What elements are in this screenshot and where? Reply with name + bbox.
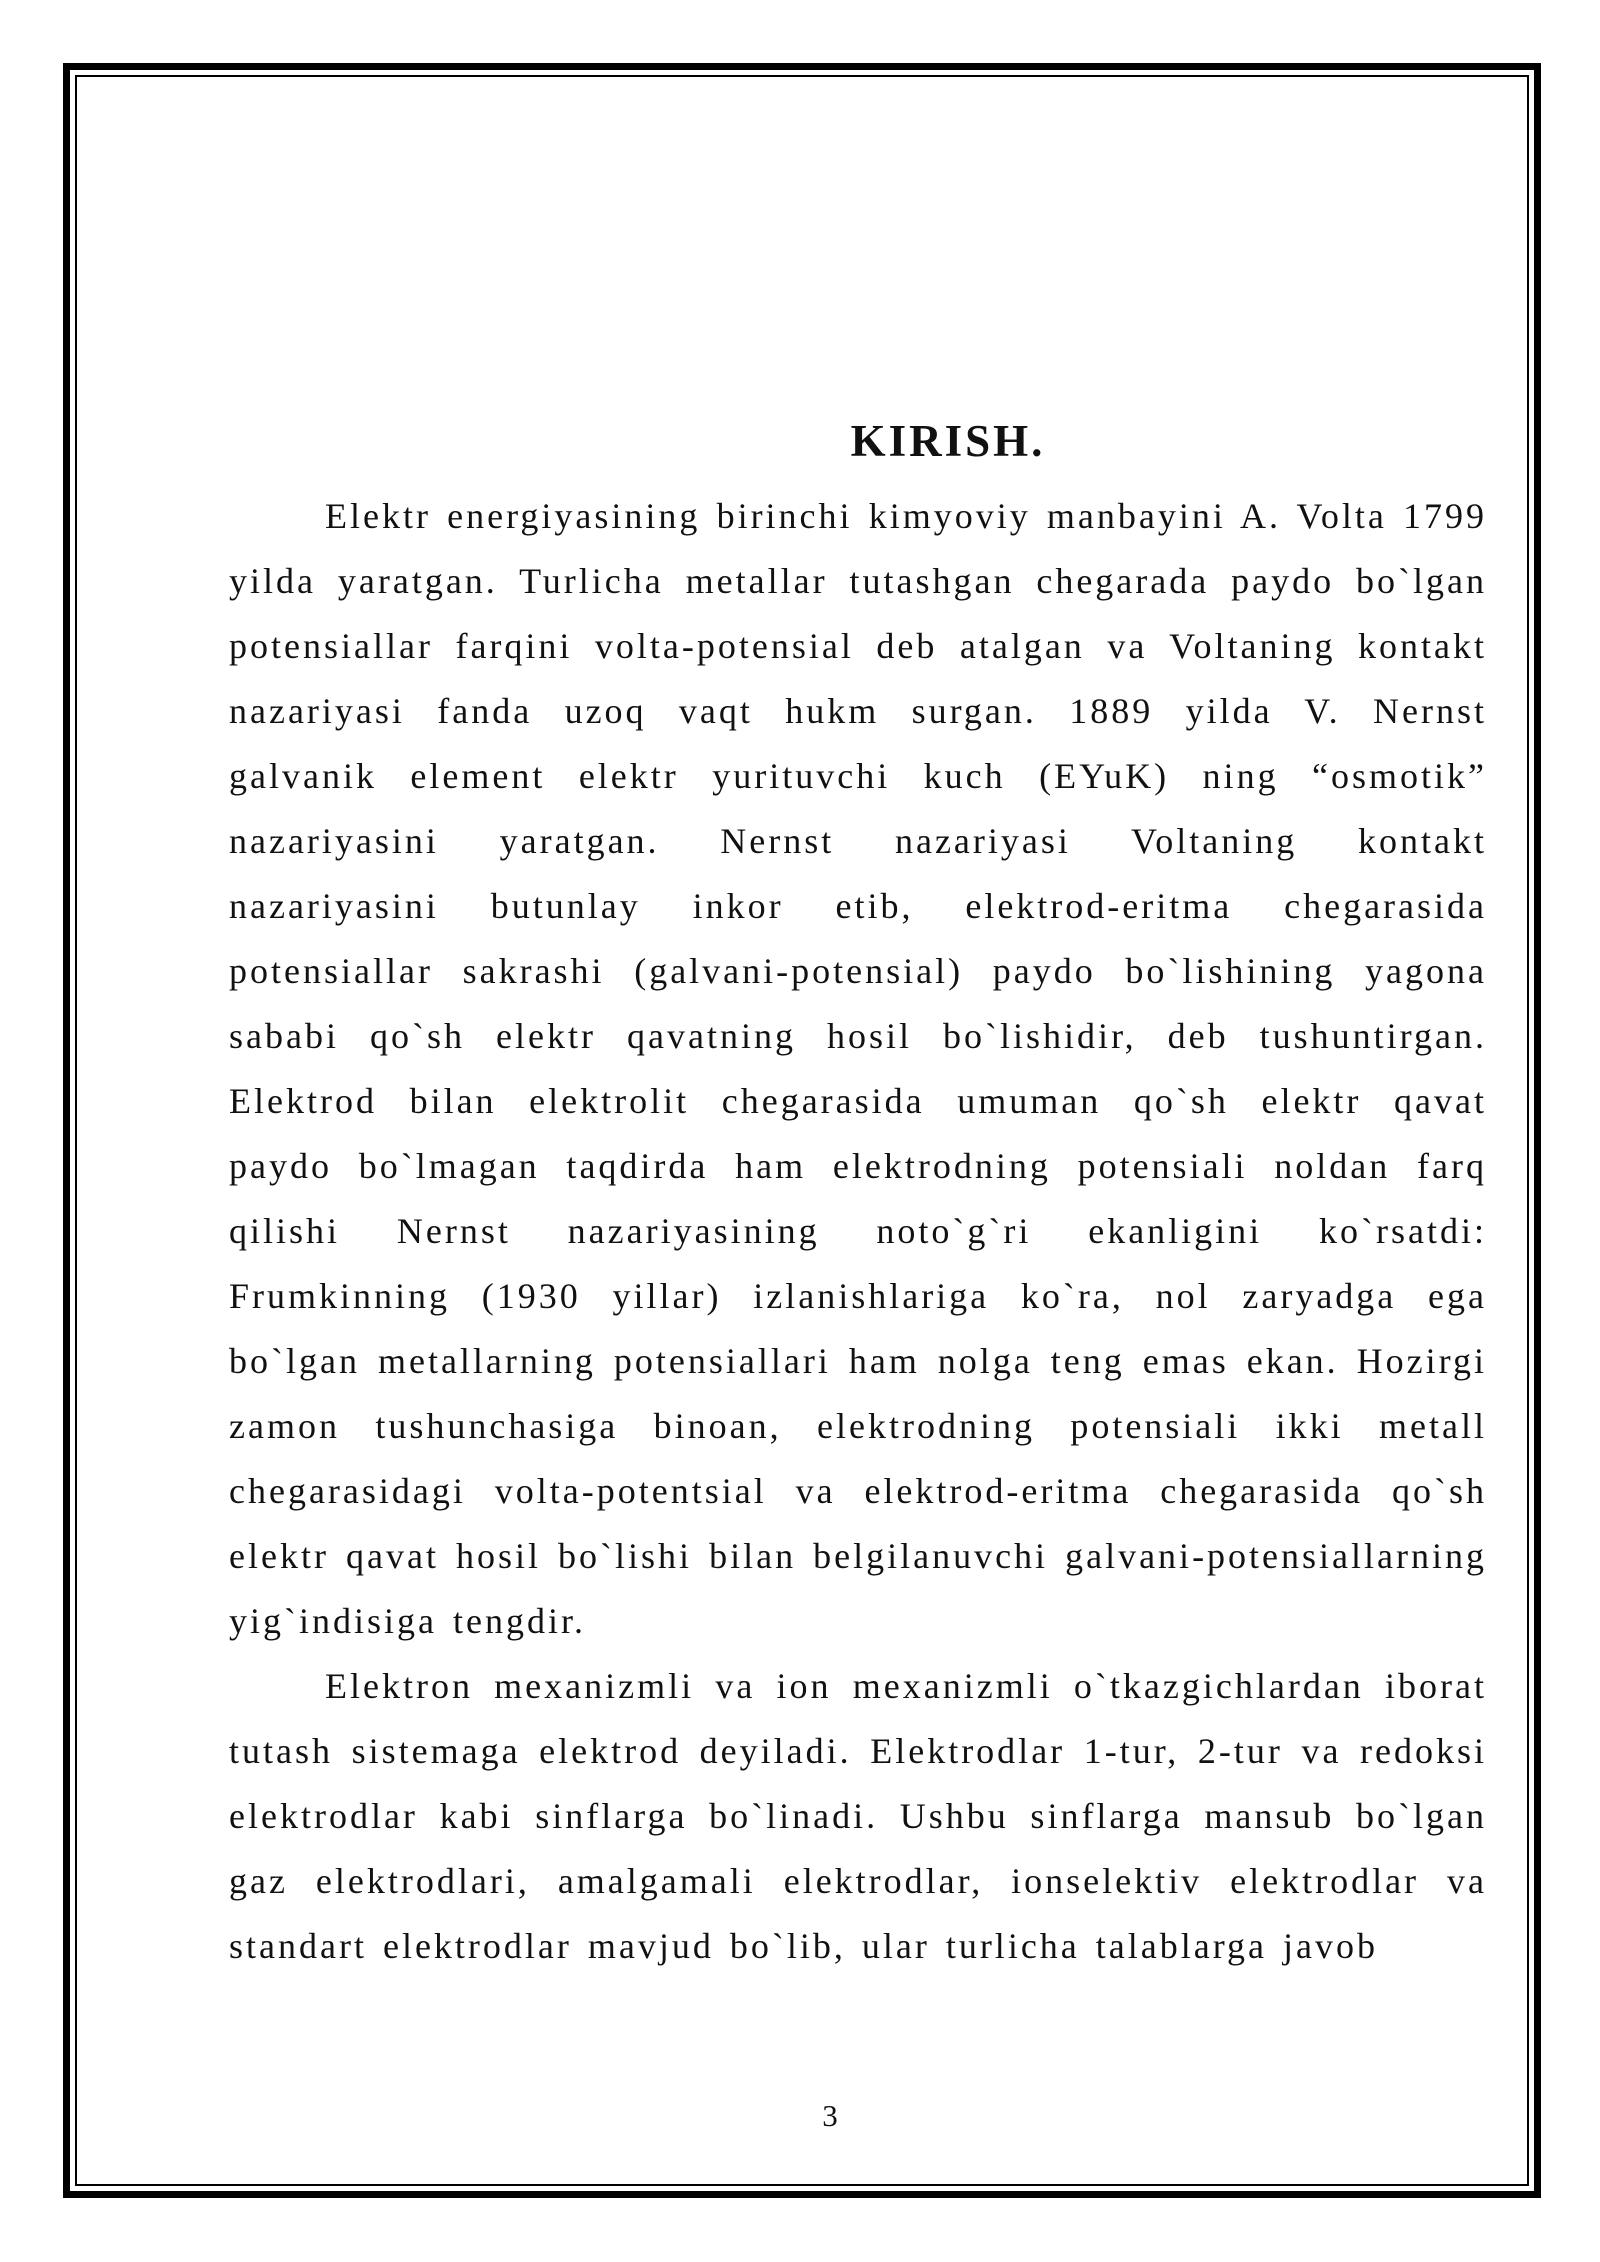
page-number: 3 (822, 2098, 838, 2133)
paragraph-2: Elektron mexanizmli va ion mexanizmli o`tkazgichlardan iborat tutash sistemaga elektrod deyiladi. Elektrodlar 1-tur, 2-tur va redoksi elektrodlar kabi sinflarga bo`linadi. Ushbu sinflarga mansub bo`lgan gaz elektrodlari, amalgamali elektrodlar, ionselektiv elektrodlar va standart elektrodlar mavjud bo`lib, ular turlicha talablarga javob (229, 1666, 1487, 1966)
document-title: KIRISH. (850, 416, 1046, 466)
document-body (229, 408, 1487, 1979)
paragraph-1: Elektr energiyasining birinchi kimyoviy manbayini A. Volta 1799 yilda yaratgan. Turlicha metallar tutashgan chegarada paydo bo`lgan potensiallar farqini volta-potensial deb atalgan va Voltaning kontakt nazariyasi fanda uzoq vaqt hukm surgan. 1889 yilda V. Nernst galvanik element elektr yurituvchi kuch (EYuK) ning “osmotik” nazariyasini yaratgan. Nernst nazariyasi Voltaning kontakt nazariyasini butunlay inkor etib, elektrod-eritma chegarasida potensiallar sakrashi (galvani-potensial) paydo bo`lishining yagona sababi qo`sh elektr qavatning hosil bo`lishidir, deb tushuntirgan. Elektrod bilan elektrolit chegarasida umuman qo`sh elektr qavat paydo bo`lmagan taqdirda ham elektrodning potensiali noldan farq qilishi Nernst nazariyasining noto`g`ri ekanligini ko`rsatdi: Frumkinning (1930 yillar) izlanishlariga ko`ra, nol zaryadga ega bo`lgan metallarning potensiallari ham nolga teng emas ekan. Hozirgi zamon tushunchasiga binoan, elektrodning potensiali ikki metall chegarasidagi volta-potentsial va elektrod-eritma chegarasida qo`sh elektr qavat hosil bo`lishi bilan belgilanuvchi galvani-potensiallarning yig`indisiga tengdir. (229, 496, 1487, 1641)
